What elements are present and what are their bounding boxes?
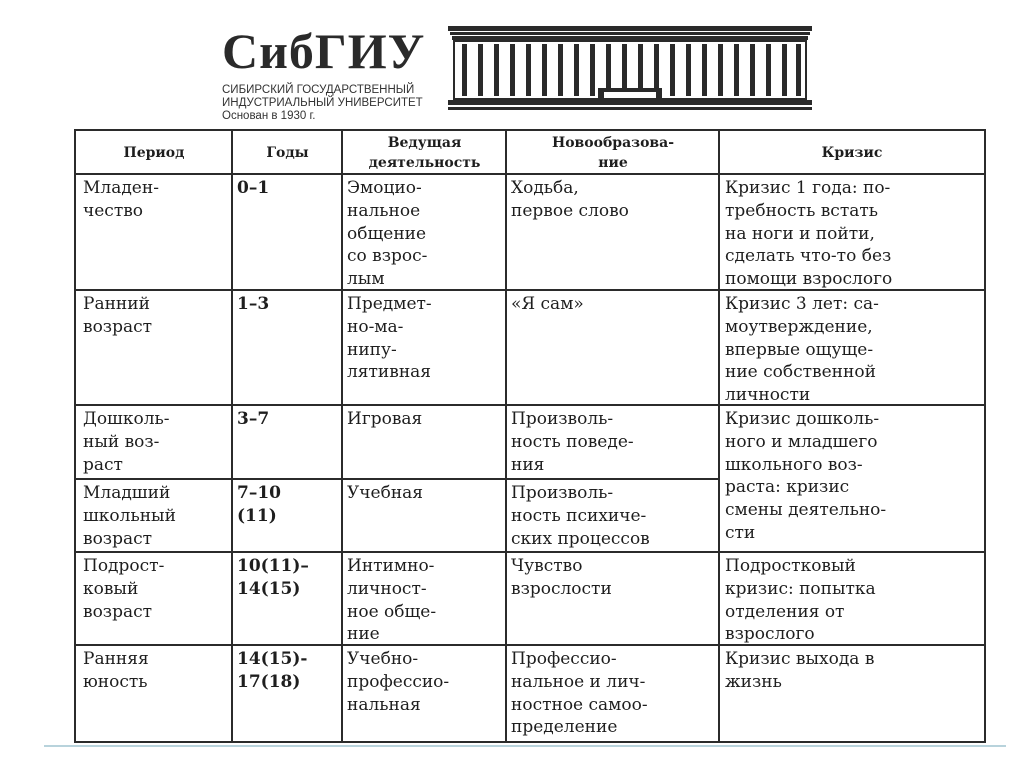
header-neoformation: Новообразова- ние [551, 134, 675, 171]
cell-years: 10(11)– 14(15) [237, 556, 309, 599]
cell-crisis: Кризис 3 лет: са- моутверждение, впервые ощуще- ние собственной личности [725, 294, 879, 406]
cell-period: Младший школьный возраст [83, 483, 176, 549]
cell-neoformation: Ходьба, первое слово [511, 178, 629, 221]
cell-years: 7–10 (11) [237, 483, 281, 526]
cell-period: Ранняя юность [83, 649, 149, 692]
cell-activity: Учебная [347, 483, 424, 503]
cell-neoformation: Произволь- ность психиче- ских процессов [511, 483, 650, 549]
cell-neoformation: Чувство взрослости [511, 556, 612, 599]
logo-line-1: СИБИРСКИЙ ГОСУДАРСТВЕННЫЙ [222, 84, 415, 96]
cell-years: 14(15)- 17(18) [237, 649, 308, 692]
header-activity: Ведущая деятельность [368, 134, 481, 171]
development-periods-table [74, 129, 986, 743]
header-years: Годы [266, 144, 309, 161]
cell-neoformation: Произволь- ность поведе- ния [511, 409, 634, 475]
cell-period: Младен- чество [83, 178, 159, 221]
university-building-icon [448, 26, 812, 112]
cell-activity: Игровая [347, 409, 423, 429]
cell-neoformation: «Я сам» [511, 294, 584, 314]
cell-activity: Предмет- но-ма- нипу- лятивная [347, 294, 432, 383]
logo-name: СибГИУ [222, 23, 426, 79]
university-logo [222, 23, 426, 123]
cell-years: 1–3 [237, 294, 270, 314]
cell-period: Подрост- ковый возраст [83, 556, 165, 622]
header-period: Период [123, 144, 185, 161]
header-crisis: Кризис [821, 144, 883, 161]
cell-crisis: Кризис 1 года: по- требность встать на ноги и пойти, сделать что-то без помощи взрослого [725, 178, 893, 290]
cell-years: 3–7 [237, 409, 270, 429]
logo-line-3: Основан в 1930 г. [222, 110, 316, 122]
cell-years: 0–1 [237, 178, 270, 198]
cell-activity: Эмоцио- нальное общение со взрос- лым [347, 178, 428, 290]
cell-crisis-merged: Кризис дошколь- ного и младшего школьного воз- раста: кризис смены деятельно- сти [725, 409, 887, 543]
cell-crisis: Подростковый кризис: попытка отделения от взрослого [725, 556, 876, 645]
cell-period: Дошколь- ный воз- раст [83, 409, 170, 475]
logo-line-2: ИНДУСТРИАЛЬНЫЙ УНИВЕРСИТЕТ [222, 97, 423, 109]
cell-activity: Интимно- личност- ное обще- ние [347, 556, 437, 645]
cell-neoformation: Профессио- нальное и лич- ностное самоо- пределение [511, 649, 648, 738]
cell-period: Ранний возраст [83, 294, 153, 337]
cell-activity: Учебно- профессио- нальная [347, 649, 450, 715]
footer-divider [44, 745, 1006, 747]
cell-crisis: Кризис выхода в жизнь [725, 649, 875, 692]
